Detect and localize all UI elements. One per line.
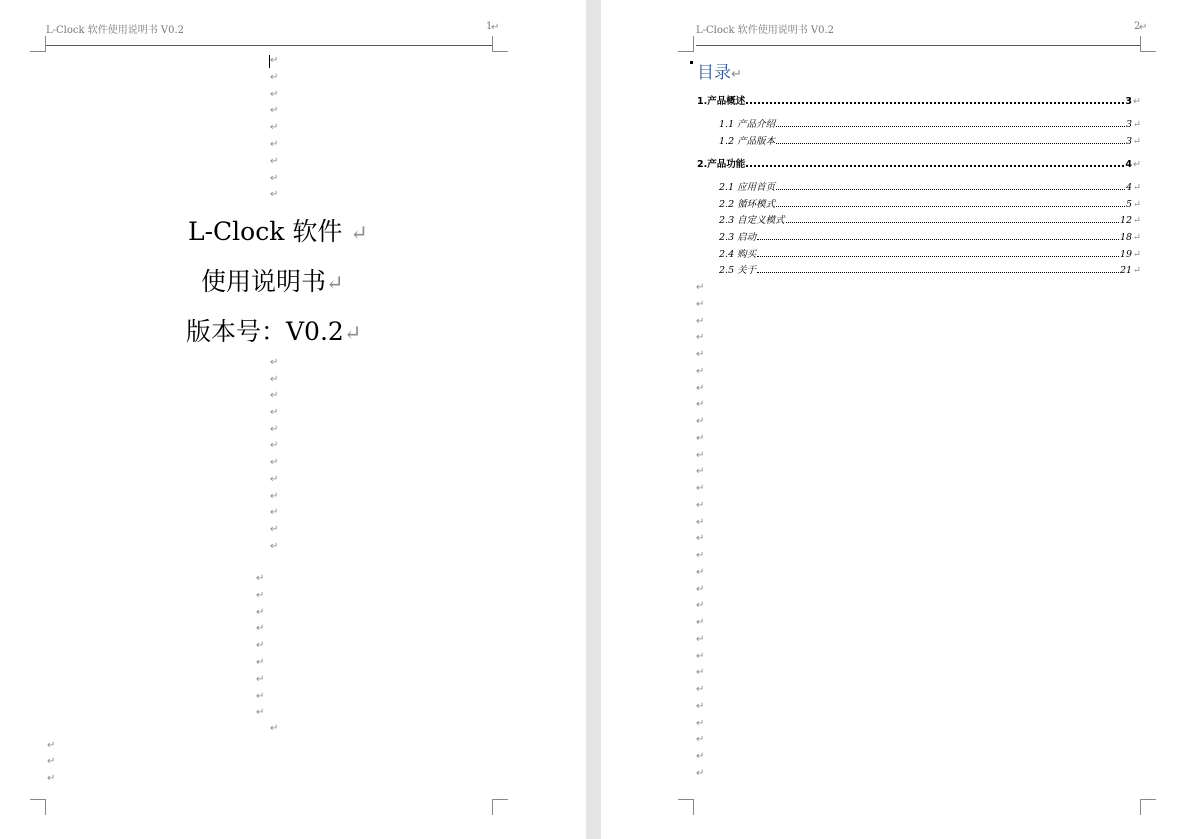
margin-corner-mark	[492, 36, 508, 52]
paragraph-mark: ↵	[256, 640, 265, 651]
cover-title-text: L-Clock 软件	[188, 217, 343, 246]
toc-entry[interactable]	[719, 134, 1141, 147]
toc-entry[interactable]	[719, 263, 1141, 276]
paragraph-mark: ↵	[696, 701, 705, 712]
document-page-1[interactable]	[0, 0, 586, 839]
toc-entry-page-number: 19	[1119, 249, 1133, 260]
toc-dot-leader	[757, 239, 1119, 240]
toc-entry-page-number: 3	[1125, 96, 1133, 107]
toc-entry[interactable]	[719, 247, 1141, 260]
paragraph-mark: ↵	[696, 751, 705, 762]
paragraph-mark: ↵	[696, 634, 705, 645]
toc-entry[interactable]	[719, 117, 1141, 130]
toc-entry-label: 2.4 购买	[719, 249, 757, 260]
page-header-number: 2	[1134, 21, 1141, 32]
paragraph-mark: ↵	[1133, 215, 1141, 226]
paragraph-mark: ↵	[696, 332, 705, 343]
paragraph-mark: ↵	[270, 173, 279, 184]
toc-dot-leader	[746, 102, 1124, 104]
toc-entry-label: 1.产品概述	[697, 96, 746, 107]
paragraph-mark: ↵	[1133, 249, 1141, 260]
margin-corner-mark	[678, 799, 694, 815]
paragraph-mark: ↵	[270, 89, 279, 100]
cover-version-line	[186, 312, 361, 348]
header-rule	[696, 45, 1141, 46]
paragraph-mark: ↵	[696, 500, 705, 511]
page-header-title: L-Clock 软件使用说明书 V0.2	[46, 25, 185, 36]
toc-entry[interactable]	[719, 180, 1141, 193]
paragraph-mark: ↵	[270, 55, 279, 66]
paragraph-mark: ↵	[696, 399, 705, 410]
paragraph-mark: ↵	[1133, 199, 1141, 210]
paragraph-mark: ↵	[256, 590, 265, 601]
paragraph-mark: ↵	[491, 22, 500, 33]
paragraph-mark: ↵	[270, 105, 279, 116]
paragraph-mark: ↵	[696, 433, 705, 444]
paragraph-mark: ↵	[696, 299, 705, 310]
paragraph-mark: ↵	[696, 533, 705, 544]
paragraph-mark: ↵	[1133, 265, 1141, 276]
toc-dot-leader	[757, 256, 1119, 257]
paragraph-mark: ↵	[696, 282, 705, 293]
paragraph-mark: ↵	[270, 189, 279, 200]
toc-dot-leader	[776, 143, 1125, 144]
margin-corner-mark	[492, 799, 508, 815]
toc-entry-label: 2.2 循环模式	[719, 199, 776, 210]
margin-corner-mark	[1140, 36, 1156, 52]
paragraph-mark: ↵	[270, 139, 279, 150]
toc-entry[interactable]	[719, 213, 1141, 226]
paragraph-mark: ↵	[1133, 232, 1141, 243]
paragraph-mark: ↵	[270, 390, 279, 401]
paragraph-mark: ↵	[696, 550, 705, 561]
toc-entry[interactable]	[697, 94, 1141, 107]
paragraph-mark: ↵	[270, 374, 279, 385]
paragraph-mark: ↵	[47, 756, 56, 767]
margin-corner-mark	[30, 799, 46, 815]
paragraph-mark: ↵	[1133, 136, 1141, 147]
paragraph-mark: ↵	[696, 667, 705, 678]
paragraph-mark: ↵	[270, 457, 279, 468]
paragraph-mark: ↵	[1133, 182, 1141, 193]
cover-subtitle-text: 使用说明书	[201, 267, 327, 296]
paragraph-mark: ↵	[270, 357, 279, 368]
toc-dot-leader	[757, 272, 1119, 273]
toc-entry-label: 2.1 应用首页	[719, 182, 776, 193]
toc-entry-page-number: 3	[1125, 136, 1133, 147]
paragraph-mark: ↵	[256, 607, 265, 618]
toc-entry-page-number: 5	[1125, 199, 1133, 210]
paragraph-mark: ↵	[696, 517, 705, 528]
toc-entry-label: 2.3 启动	[719, 232, 757, 243]
paragraph-mark: ↵	[256, 573, 265, 584]
document-page-2[interactable]	[601, 0, 1204, 839]
toc-entry-label: 2.3 自定义模式	[719, 215, 785, 226]
margin-corner-mark	[678, 36, 694, 52]
paragraph-mark: ↵	[256, 623, 265, 634]
paragraph-mark: ↵	[696, 734, 705, 745]
toc-heading-text: 目录	[697, 63, 731, 83]
paragraph-mark: ↵	[256, 657, 265, 668]
heading-bullet-marker	[690, 61, 693, 64]
paragraph-mark: ↵	[270, 541, 279, 552]
paragraph-mark: ↵	[256, 707, 265, 718]
paragraph-mark: ↵	[47, 773, 56, 784]
paragraph-mark: ↵	[1139, 22, 1148, 33]
paragraph-mark: ↵	[696, 584, 705, 595]
toc-entry-label: 1.1 产品介绍	[719, 119, 776, 130]
paragraph-mark: ↵	[270, 424, 279, 435]
toc-dot-leader	[776, 206, 1125, 207]
paragraph-mark: ↵	[256, 691, 265, 702]
toc-entry-page-number: 4	[1125, 159, 1133, 170]
paragraph-mark: ↵	[256, 674, 265, 685]
margin-corner-mark	[1140, 799, 1156, 815]
header-rule	[46, 45, 492, 46]
paragraph-mark: ↵	[270, 122, 279, 133]
paragraph-mark: ↵	[696, 450, 705, 461]
toc-dot-leader	[776, 126, 1125, 127]
paragraph-mark: ↵	[696, 617, 705, 628]
toc-entry-label: 2.5 关于	[719, 265, 757, 276]
cover-title-line-2	[201, 262, 344, 298]
paragraph-mark: ↵	[696, 600, 705, 611]
margin-corner-mark	[30, 36, 46, 52]
toc-entry-page-number: 12	[1119, 215, 1133, 226]
toc-heading	[697, 58, 742, 83]
paragraph-mark: ↵	[270, 156, 279, 167]
toc-entry[interactable]	[719, 230, 1141, 243]
toc-entry-page-number: 4	[1125, 182, 1133, 193]
toc-dot-leader	[786, 222, 1119, 223]
paragraph-mark: ↵	[270, 407, 279, 418]
paragraph-mark: ↵	[270, 474, 279, 485]
page-header-number: 1	[486, 21, 493, 32]
paragraph-mark: ↵	[270, 72, 279, 83]
paragraph-mark: ↵	[270, 507, 279, 518]
paragraph-mark: ↵	[696, 466, 705, 477]
paragraph-mark: ↵	[326, 271, 344, 295]
paragraph-mark: ↵	[696, 684, 705, 695]
paragraph-mark: ↵	[696, 483, 705, 494]
page-header-title: L-Clock 软件使用说明书 V0.2	[696, 25, 835, 36]
paragraph-mark: ↵	[696, 768, 705, 779]
paragraph-mark: ↵	[1133, 96, 1141, 107]
toc-entry-page-number: 3	[1125, 119, 1133, 130]
paragraph-mark: ↵	[696, 366, 705, 377]
paragraph-mark: ↵	[270, 491, 279, 502]
paragraph-mark: ↵	[696, 416, 705, 427]
toc-entry[interactable]	[719, 197, 1141, 210]
paragraph-mark: ↵	[270, 440, 279, 451]
cover-title-line-1	[188, 212, 368, 248]
toc-entry[interactable]	[697, 157, 1141, 170]
paragraph-mark: ↵	[696, 316, 705, 327]
page-gutter	[586, 0, 601, 839]
toc-dot-leader	[776, 189, 1125, 190]
paragraph-mark: ↵	[1133, 119, 1141, 130]
paragraph-mark: ↵	[696, 718, 705, 729]
paragraph-mark: ↵	[696, 349, 705, 360]
paragraph-mark: ↵	[270, 723, 279, 734]
paragraph-mark: ↵	[1133, 159, 1141, 170]
toc-entry-page-number: 21	[1119, 265, 1133, 276]
paragraph-mark: ↵	[731, 67, 742, 82]
toc-entry-label: 2.产品功能	[697, 159, 746, 170]
paragraph-mark: ↵	[47, 740, 56, 751]
cover-version-text: 版本号：V0.2	[186, 317, 344, 346]
toc-entry-page-number: 18	[1119, 232, 1133, 243]
paragraph-mark: ↵	[696, 383, 705, 394]
paragraph-mark: ↵	[270, 524, 279, 535]
paragraph-mark: ↵	[696, 651, 705, 662]
paragraph-mark: ↵	[696, 567, 705, 578]
toc-entry-label: 1.2 产品版本	[719, 136, 776, 147]
toc-dot-leader	[746, 165, 1124, 167]
paragraph-mark: ↵	[350, 221, 368, 245]
paragraph-mark: ↵	[343, 321, 362, 345]
